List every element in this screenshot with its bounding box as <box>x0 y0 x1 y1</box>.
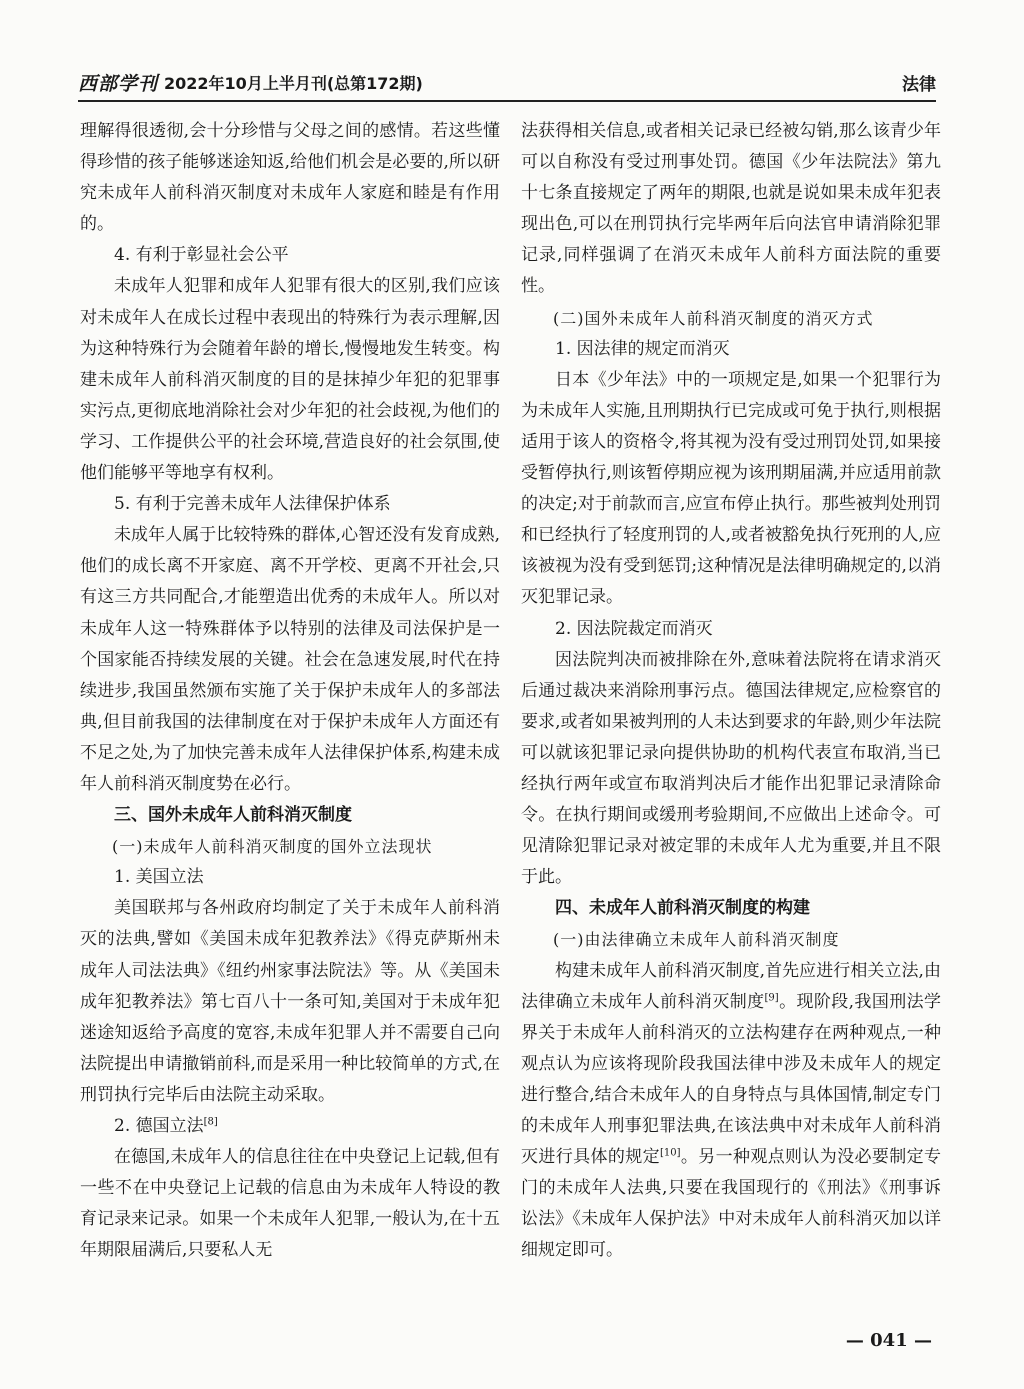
citation-ref: [8] <box>203 1116 218 1128</box>
paragraph: 因法院判决而被排除在外,意味着法院将在请求消灭后通过裁决来消除刑事污点。德国法律规定,应检察官的要求,或者如果被判刑的人未达到要求的年龄,则少年法院可以就该犯罪记录向提供协助的机构代表宣布取消,当已经执行两年或宣布取消判决后才能作出犯罪记录清除命令。在执行期间或缓刑考验期间,不应做出上述命令。可见清除犯罪记录对被定罪的未成年人尤为重要,并且不限于此。 <box>521 649 941 888</box>
journal-logo: 西部学刊 <box>78 72 159 95</box>
paragraph-text: 构建未成年人前科消灭制度,首先应进行相关立法,由法律确立未成年人前科消灭制度 <box>521 960 941 1012</box>
section-heading: 三、国外未成年人前科消灭制度 <box>114 805 352 826</box>
citation-ref: [10] <box>659 1147 681 1159</box>
paragraph: 理解得很透彻,会十分珍惜与父母之间的感情。若这些懂得珍惜的孩子能够迷途知返,给他们机会是必要的,所以研究未成年人前科消灭制度对未成年人家庭和睦是有作用的。 <box>80 121 500 235</box>
subheading: 2. 因法院裁定而消灭 <box>555 618 713 639</box>
left-column <box>80 116 500 1266</box>
paragraph: 未成年人犯罪和成年人犯罪有很大的区别,我们应该对未成年人在成长过程中表现出的特殊行为表示理解,因为这种特殊行为会随着年龄的增长,慢慢地发生转变。构建未成年人前科消灭制度的目的是抹掉少年犯的犯罪事实污点,更彻底地消除社会对少年犯的社会歧视,为他们的学习、工作提供公平的社会环境,营造良好的社会氛围,使他们能够平等地享有权利。 <box>80 276 500 484</box>
subsection-heading: (二)国外未成年人前科消灭制度的消灭方式 <box>553 308 874 328</box>
paragraph: 美国联邦与各州政府均制定了关于未成年人前科消灭的法典,譬如《美国未成年犯教养法》《得克萨斯州未成年人司法法典》《纽约州家事法院法》等。从《美国未成年犯教养法》第七百八十一条可知,美国对于未成年犯迷途知返给予高度的宽容,未成年犯罪人并不需要自己向法院提出申请撤销前科,而是采用一种比较简单的方式,在刑罚执行完毕后由法院主动采取。 <box>80 898 500 1105</box>
running-header <box>78 64 936 102</box>
paragraph <box>521 956 941 1267</box>
paragraph: 在德国,未成年人的信息往往在中央登记上记载,但有一些不在中央登记上记载的信息由为未成年人特设的教育记录来记录。如果一个未成年人犯罪,一般认为,在十五年期限届满后,只要私人无 <box>80 1147 500 1261</box>
subheading: 5. 有利于完善未成年人法律保护体系 <box>114 494 391 515</box>
subsection-heading: (一)由法律确立未成年人前科消灭制度 <box>553 930 840 950</box>
right-column <box>521 116 941 1266</box>
subheading: 4. 有利于彰显社会公平 <box>114 245 289 266</box>
section-heading: 四、未成年人前科消灭制度的构建 <box>555 898 810 919</box>
subsection-heading: (一)未成年人前科消灭制度的国外立法现状 <box>112 837 433 857</box>
paragraph-text: 。现阶段,我国刑法学界关于未成年人前科消灭的立法构建存在两种观点,一种观点认为应该将现阶段我国法律中涉及未成年人的规定进行整合,结合未成年人的自身特点与具体国情,制定专门的未成年人刑事犯罪法典,在该法典中对未成年人前科消灭进行具体的规定 <box>521 991 942 1168</box>
subheading: 1. 美国立法 <box>114 867 204 888</box>
paragraph: 法获得相关信息,或者相关记录已经被勾销,那么该青少年可以自称没有受过刑事处罚。德国《少年法院法》第九十七条直接规定了两年的期限,也就是说如果未成年犯表现出色,可以在刑罚执行完毕两年后向法官申请消除犯罪记录,同样强调了在消灭未成年人前科方面法院的重要性。 <box>521 121 941 297</box>
citation-ref: [9] <box>764 991 779 1003</box>
paragraph: 日本《少年法》中的一项规定是,如果一个犯罪行为为未成年人实施,且刑期执行已完成或可免于执行,则根据适用于该人的资格令,将其视为没有受过刑罚处罚,如果接受暂停执行,则该暂停期应视为该刑期届满,并应适用前款的决定;对于前款而言,应宣布停止执行。那些被判处刑罚和已经执行了轻度刑罚的人,或者被豁免执行死刑的人,应该被视为没有受到惩罚;这种情况是法律明确规定的,以消灭犯罪记录。 <box>521 369 941 608</box>
subheading <box>80 1111 500 1142</box>
issue-info: 2022年10月上半月刊(总第172期) <box>164 73 423 93</box>
section-name: 法律 <box>902 74 936 95</box>
page-number: — 041 — <box>845 1330 932 1351</box>
paragraph: 未成年人属于比较特殊的群体,心智还没有发育成熟,他们的成长离不开家庭、离不开学校、更离不开社会,只有这三方共同配合,才能塑造出优秀的未成年人。所以对未成年人这一特殊群体予以特别的法律及司法保护是一个国家能否持续发展的关键。社会在急速发展,时代在持续进步,我国虽然颁布实施了关于保护未成年人的多部法典,但目前我国的法律制度在对于保护未成年人方面还有不足之处,为了加快完善未成年人法律保护体系,构建未成年人前科消灭制度势在必行。 <box>80 525 500 794</box>
subheading: 1. 因法律的规定而消灭 <box>555 338 730 359</box>
subheading-text: 2. 德国立法 <box>114 1116 204 1136</box>
paragraph-text: 。另一种观点则认为没必要制定专门的未成年人法典,只要在我国现行的《刑法》《刑事诉讼法》《未成年人保护法》中对未成年人前科消灭加以详细规定即可。 <box>521 1147 942 1261</box>
